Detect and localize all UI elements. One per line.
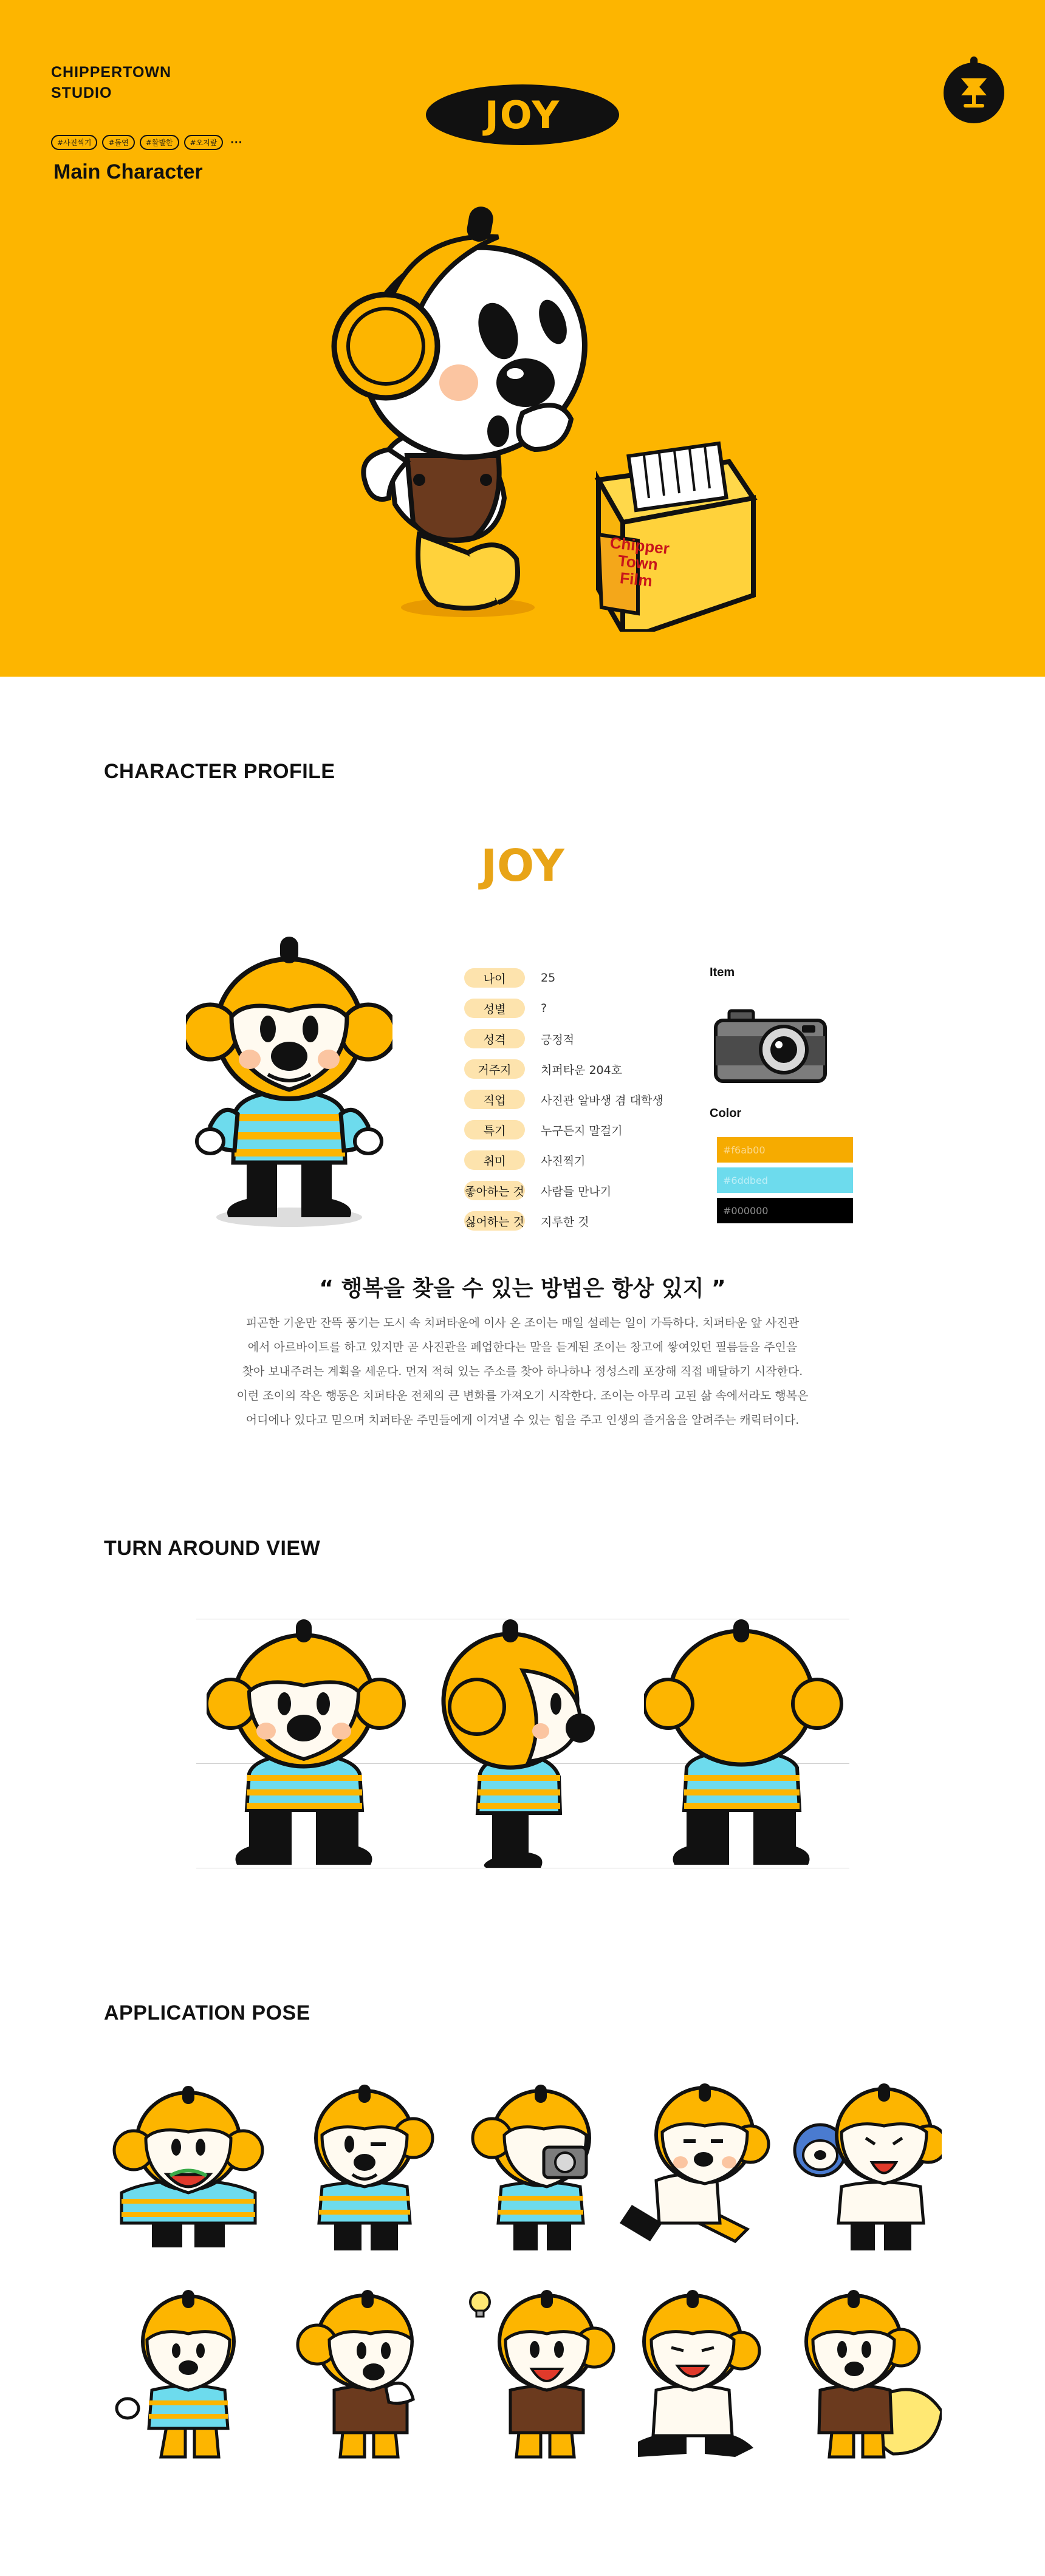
profile-row — [464, 1023, 750, 1054]
profile-value: 누구든지 말걸기 — [541, 1124, 623, 1138]
character-quote: “ 행복을 찾을 수 있는 방법은 항상 있지 ” — [319, 1276, 726, 1301]
film-box-text-2: Town — [617, 551, 659, 574]
profile-value: 치퍼타운 204호 — [541, 1063, 623, 1077]
joy-back-view — [644, 1616, 845, 1871]
profile-value: 사진찍기 — [541, 1154, 586, 1168]
color-label: Color — [710, 1107, 742, 1120]
pose-camera — [462, 2077, 620, 2260]
studio-logo-text — [51, 62, 171, 103]
profile-row — [464, 1145, 750, 1175]
pose-running — [614, 2284, 772, 2466]
character-name-badge — [426, 84, 619, 145]
profile-value: 사람들 만나기 — [541, 1184, 612, 1198]
profile-label: 특기 — [464, 1120, 525, 1139]
pose-wink — [286, 2077, 444, 2260]
studio-name-line2: STUDIO — [51, 84, 112, 101]
color-swatch-cyan: #6ddbed — [717, 1167, 853, 1193]
camera-icon — [711, 1002, 832, 1087]
profile-label: 성별 — [464, 999, 525, 1018]
pose-idea — [462, 2284, 620, 2466]
profile-label: 나이 — [464, 968, 525, 988]
tag-list — [51, 135, 242, 150]
pose-with-friend — [784, 2077, 942, 2260]
film-box-label — [596, 533, 680, 592]
studio-name-line1: CHIPPERTOWN — [51, 64, 172, 81]
description-line: 에서 아르바이트를 하고 있지만 곧 사진관을 폐업한다는 말을 듣게된 조이는 창고에 쌓여있던 필름들을 주인을 — [247, 1341, 798, 1354]
profile-row — [464, 1175, 750, 1206]
profile-row — [464, 1054, 750, 1084]
film-box-text-3: Film — [618, 569, 654, 590]
profile-row — [464, 963, 750, 993]
pose-sitting — [614, 2077, 772, 2260]
description-line: 이런 조이의 작은 행동은 치퍼타운 전체의 큰 변화를 가져오기 시작한다. 조이는 아무리 고된 삶 속에서라도 행복은 — [236, 1389, 809, 1402]
profile-name: JOY — [481, 840, 564, 891]
profile-row — [464, 1206, 750, 1236]
hero-banner — [0, 0, 1045, 677]
color-swatch-yellow: #f6ab00 — [717, 1137, 853, 1163]
profile-row — [464, 1115, 750, 1145]
film-box-text-1: Chipper — [609, 533, 671, 558]
item-label: Item — [710, 966, 735, 979]
page-subtitle: Main Character — [53, 160, 203, 183]
description-line: 어디에나 있다고 믿으며 치퍼타운 주민들에게 이겨낼 수 있는 힘을 주고 인생의 즐거움을 알려주는 캐릭터이다. — [245, 1413, 800, 1427]
tag: #활발한 — [140, 135, 179, 150]
description-line: 찾아 보내주려는 계획을 세운다. 먼저 적혀 있는 주소를 찾아 하나하나 정성스레 포장해 직접 배달하기 시작한다. — [242, 1365, 803, 1378]
tag: #사진찍기 — [51, 135, 97, 150]
character-description — [219, 1311, 826, 1432]
profile-label: 좋아하는 것 — [464, 1181, 525, 1200]
profile-row — [464, 1084, 750, 1115]
description-line: 피곤한 기운만 잔뜩 풍기는 도시 속 치퍼타운에 이사 온 조이는 매일 설레는 일이 가득하다. 치퍼타운 앞 사진관 — [245, 1316, 800, 1330]
section-title-profile: CHARACTER PROFILE — [104, 760, 335, 783]
profile-attribute-list — [464, 963, 750, 1236]
profile-value: 사진관 알바생 겸 대학생 — [541, 1093, 663, 1107]
section-title-turnaround: TURN AROUND VIEW — [104, 1537, 321, 1560]
section-title-poses: APPLICATION POSE — [104, 2001, 310, 2024]
profile-value: 25 — [541, 971, 556, 985]
joy-front-view — [207, 1616, 407, 1871]
color-swatch-black: #000000 — [717, 1198, 853, 1223]
profile-value: 긍정적 — [541, 1033, 575, 1047]
tag: #돌연 — [102, 135, 134, 150]
profile-label: 싫어하는 것 — [464, 1211, 525, 1231]
pose-carrying-bag — [784, 2284, 942, 2466]
pose-eating-watermelon — [109, 2077, 267, 2260]
joy-hero-illustration — [316, 194, 802, 632]
chippertown-logo-icon — [940, 55, 1007, 126]
joy-front-illustration — [186, 932, 392, 1235]
tag: #오지랖 — [184, 135, 224, 150]
more-dots: ··· — [230, 135, 243, 149]
profile-label: 성격 — [464, 1029, 525, 1048]
profile-row — [464, 993, 750, 1023]
profile-value: ? — [541, 1002, 547, 1015]
profile-label: 직업 — [464, 1090, 525, 1109]
pose-shrug — [109, 2284, 267, 2466]
character-name: JOY — [484, 92, 561, 137]
pose-thinking — [286, 2284, 444, 2466]
profile-value: 지루한 것 — [541, 1215, 589, 1229]
profile-label: 취미 — [464, 1150, 525, 1170]
profile-label: 거주지 — [464, 1059, 525, 1079]
joy-side-view — [425, 1616, 626, 1871]
